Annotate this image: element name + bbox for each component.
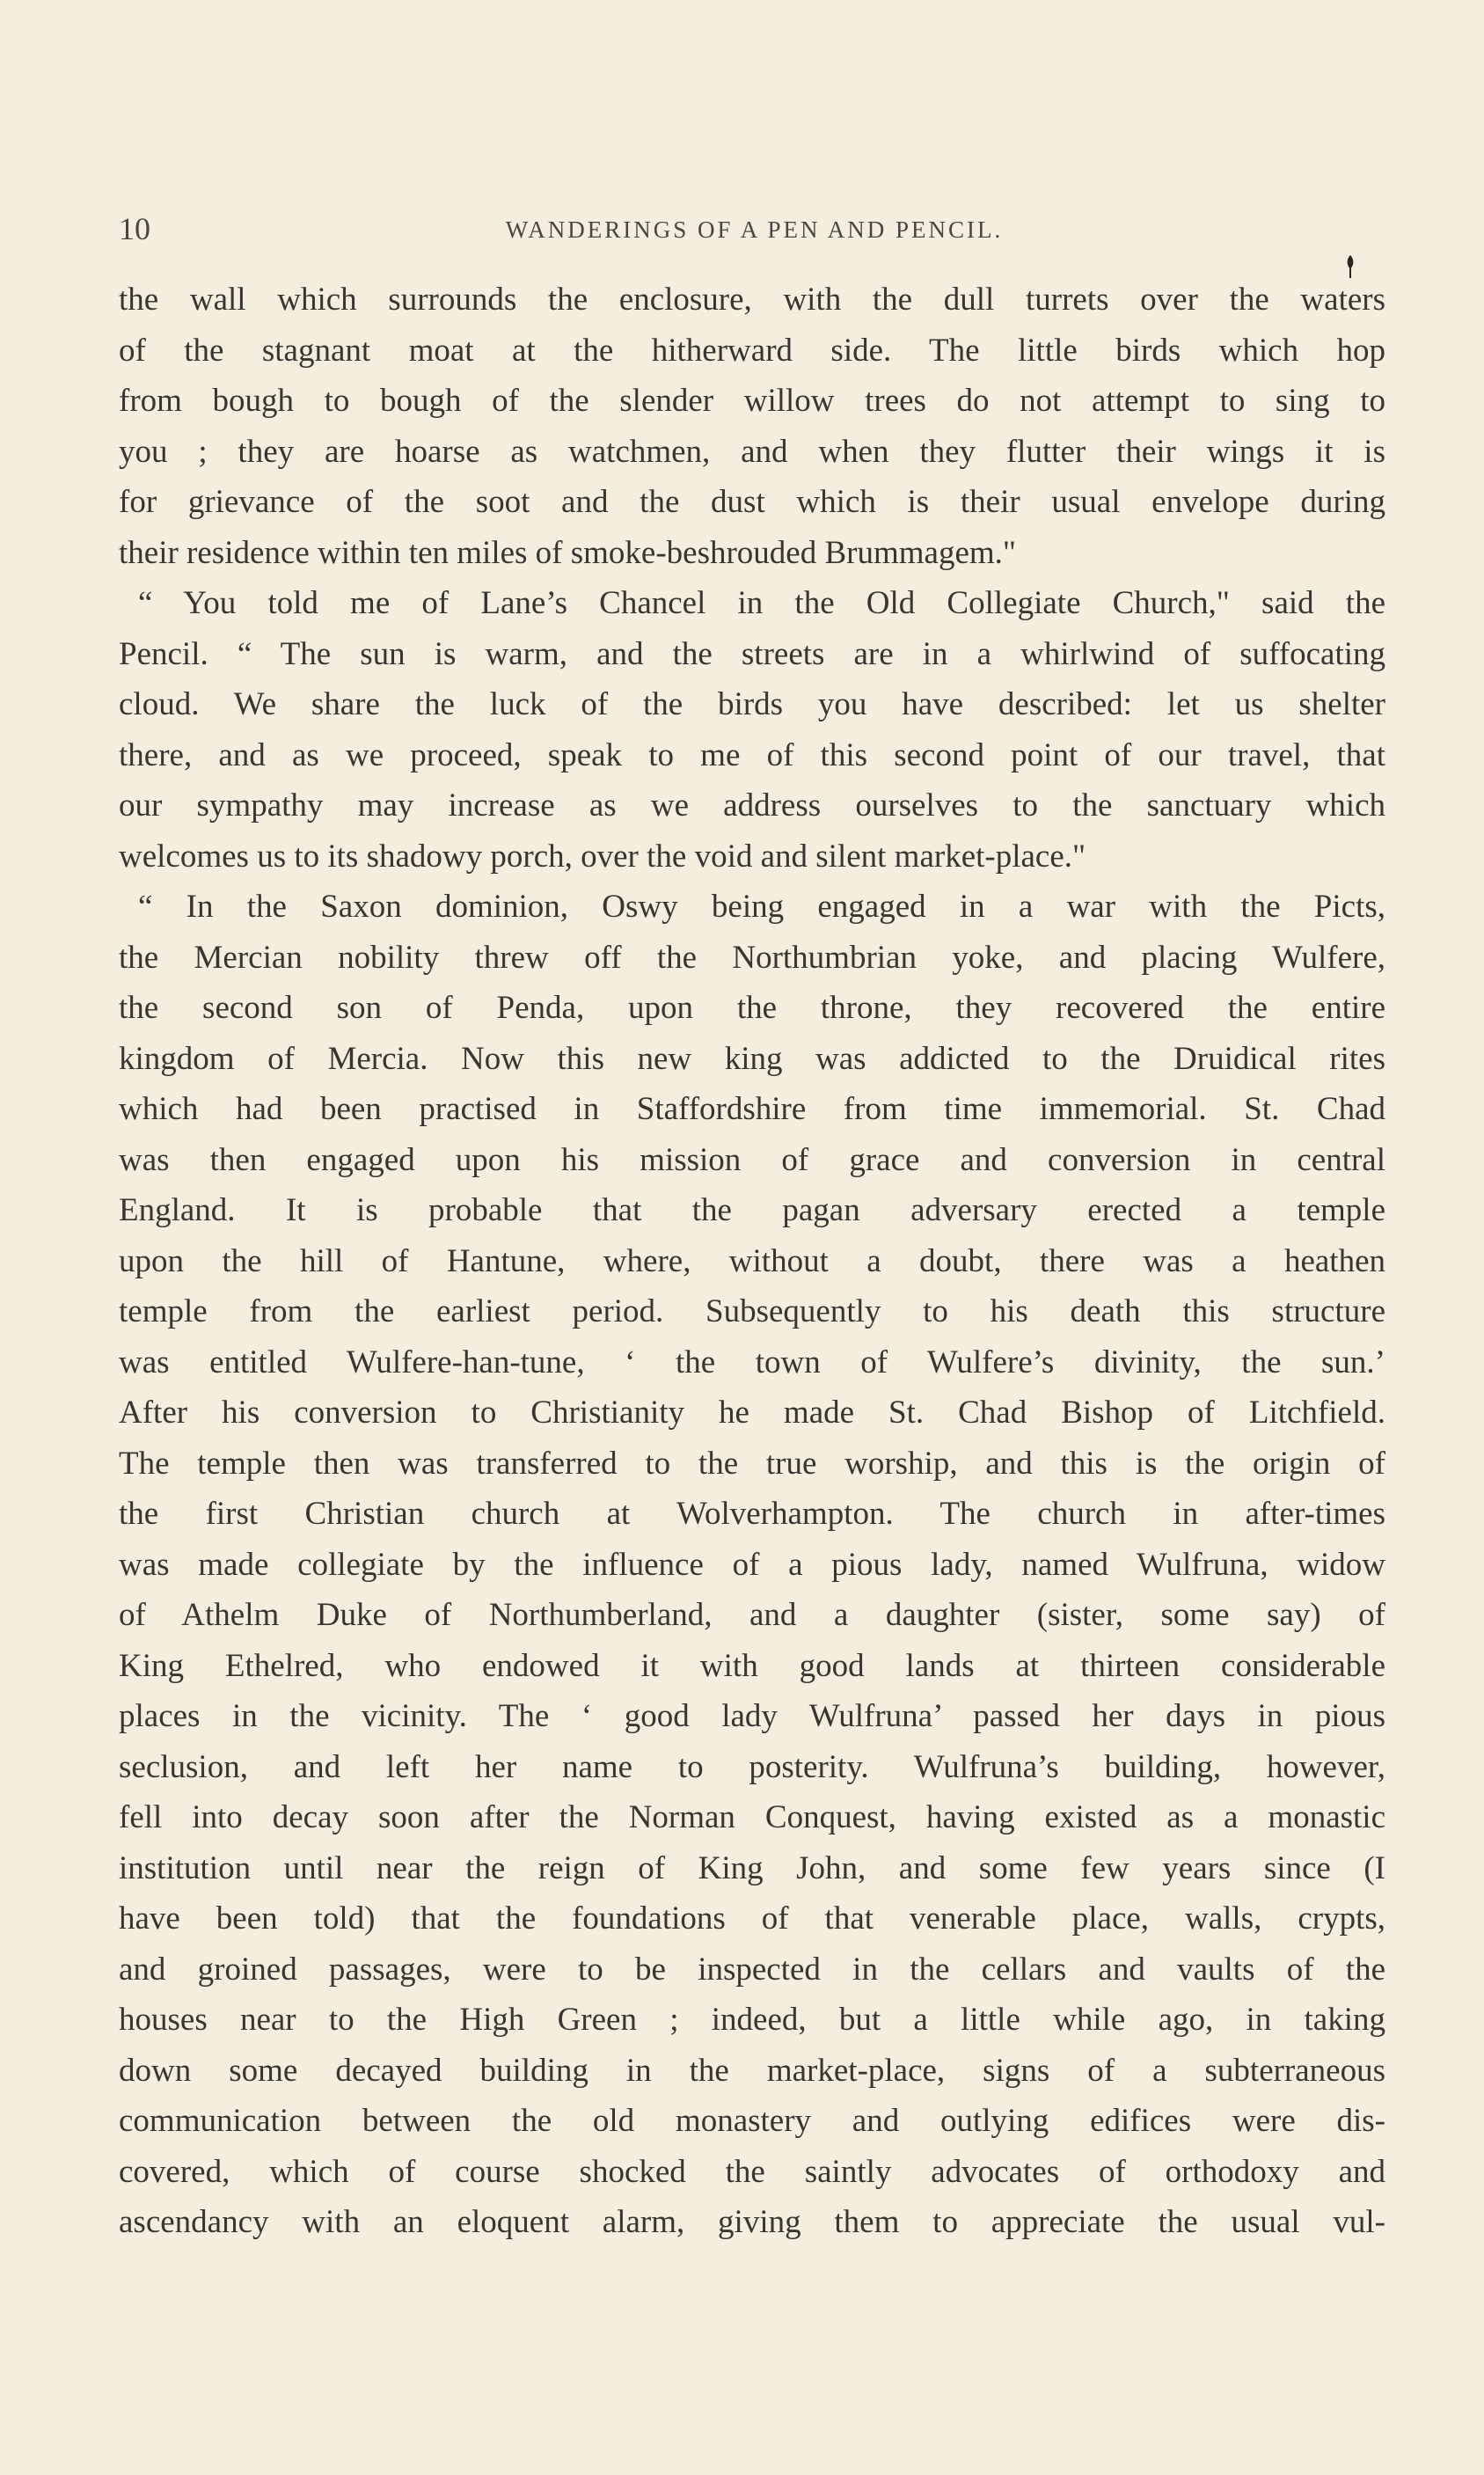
text-line: houses near to the High Green ; indeed, but a little while ago, in taking [119,2002,1385,2038]
running-title: WANDERINGS OF A PEN AND PENCIL. [505,216,1004,243]
text-line: our sympathy may increase as we address ourselves to the sanctuary which [119,787,1385,824]
page-number: 10 [119,211,150,246]
text-line: places in the vicinity. The ‘ good lady Wulfruna’ passed her days in pious [119,1698,1385,1734]
text-line: seclusion, and left her name to posterity. Wulfruna’s building, however, [119,1748,1385,1785]
text-line: and groined passages, were to be inspected in the cellars and vaults of the [119,1951,1385,1988]
text-line: fell into decay soon after the Norman Conquest, having existed as a monastic [119,1799,1385,1835]
text-line: institution until near the reign of King John, and some few years since (I [119,1849,1385,1886]
text-line: the second son of Penda, upon the throne, they recovered the entire [119,990,1385,1026]
text-line: “ In the Saxon dominion, Oswy being engaged in a war with the Picts, [138,889,1385,925]
text-line: communication between the old monastery and outlying edifices were dis- [119,2103,1385,2139]
text-line: the Mercian nobility threw off the Northumbrian yoke, and placing Wulfere, [119,939,1385,976]
text-line: was entitled Wulfere-han-tune, ‘ the town of Wulfere’s divinity, the sun.’ [119,1344,1385,1380]
text-line: was then engaged upon his mission of grace and conversion in central [119,1141,1385,1178]
text-line: down some decayed building in the market-place, signs of a subterraneous [119,2052,1385,2089]
page-header [119,211,1390,246]
text-line: temple from the earliest period. Subsequently to his death this structure [119,1293,1385,1329]
text-line: the first Christian church at Wolverhampton. The church in after-times [119,1496,1385,1532]
body-text [119,275,1385,2248]
text-line: ascendancy with an eloquent alarm, giving them to appreciate the usual vul- [119,2204,1385,2240]
text-line: of the stagnant moat at the hitherward side. The little birds which hop [119,332,1385,369]
text-line: the wall which surrounds the enclosure, with the dull turrets over the waters [119,282,1385,318]
text-line: kingdom of Mercia. Now this new king was addicted to the Druidical rites [119,1040,1385,1077]
text-line: for grievance of the soot and the dust which is their usual envelope during [119,484,1385,520]
text-line: there, and as we proceed, speak to me of this second point of our travel, that [119,736,1385,773]
text-line: England. It is probable that the pagan adversary erected a temple [119,1192,1385,1228]
text-line: was made collegiate by the influence of a pious lady, named Wulfruna, widow [119,1546,1385,1583]
text-line: from bough to bough of the slender willow trees do not attempt to sing to [119,383,1385,419]
text-line: covered, which of course shocked the saintly advocates of orthodoxy and [119,2153,1385,2190]
text-line: Pencil. “ The sun is warm, and the streets are in a whirlwind of suffocating [119,635,1385,672]
text-line: upon the hill of Hantune, where, without a doubt, there was a heathen [119,1242,1385,1279]
text-line: The temple then was transferred to the true worship, and this is the origin of [119,1445,1385,1482]
text-line: their residence within ten miles of smoke-beshrouded Brummagem." [119,534,1017,571]
text-line: “ You told me of Lane’s Chancel in the Old Collegiate Church," said the [138,585,1385,621]
text-line: have been told) that the foundations of that venerable place, walls, crypts, [119,1900,1385,1937]
text-line: After his conversion to Christianity he made St. Chad Bishop of Litchfield. [119,1395,1385,1431]
text-line: of Athelm Duke of Northumberland, and a daughter (sister, some say) of [119,1597,1385,1633]
text-line: which had been practised in Staffordshire from time immemorial. St. Chad [119,1091,1385,1127]
text-line: cloud. We share the luck of the birds you have described: let us shelter [119,686,1385,722]
text-line: welcomes us to its shadowy porch, over the void and silent market-place." [119,838,1086,875]
text-line: you ; they are hoarse as watchmen, and when they flutter their wings it is [119,433,1385,470]
text-line: King Ethelred, who endowed it with good lands at thirteen considerable [119,1647,1385,1684]
